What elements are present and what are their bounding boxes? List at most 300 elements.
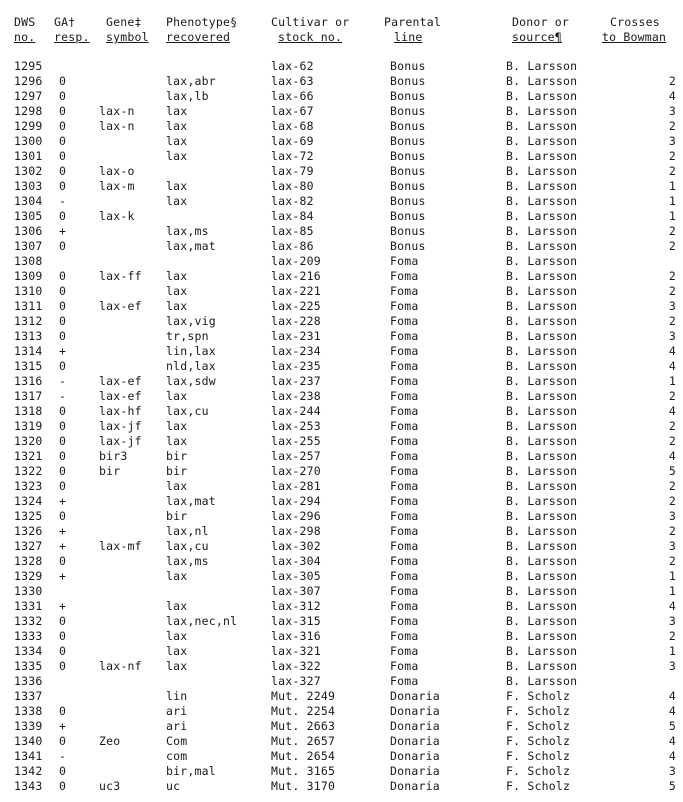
cultivar-cell: lax-307 bbox=[271, 584, 321, 599]
crosses-cell: 4 bbox=[668, 734, 676, 749]
phenotype-cell: lax,vig bbox=[166, 314, 216, 329]
dws-cell: 1308 bbox=[14, 254, 43, 269]
crosses-cell: 2 bbox=[668, 419, 676, 434]
ga-response-cell: 0 bbox=[59, 329, 67, 344]
phenotype-cell: bir bbox=[166, 509, 188, 524]
donor-cell: B. Larsson bbox=[506, 89, 578, 104]
donor-cell: F. Scholz bbox=[506, 704, 571, 719]
donor-cell: B. Larsson bbox=[506, 494, 578, 509]
cultivar-cell: lax-69 bbox=[271, 134, 314, 149]
crosses-cell: 3 bbox=[668, 614, 676, 629]
ga-response-cell: 0 bbox=[59, 314, 67, 329]
phenotype-cell: lax bbox=[166, 479, 188, 494]
ga-response-cell: 0 bbox=[59, 779, 67, 794]
header-ga: GA† bbox=[54, 15, 76, 29]
phenotype-cell: lax,abr bbox=[166, 74, 216, 88]
ga-response-cell: 0 bbox=[59, 479, 67, 494]
dws-cell: 1339 bbox=[14, 719, 43, 734]
parental-line-cell: Foma bbox=[390, 509, 419, 524]
ga-response-cell: 0 bbox=[59, 644, 67, 659]
phenotype-cell: lax bbox=[166, 644, 188, 659]
phenotype-cell: lax bbox=[166, 419, 188, 434]
parental-line-cell: Foma bbox=[390, 359, 419, 374]
crosses-cell: 2 bbox=[668, 434, 676, 449]
ga-response-cell: 0 bbox=[59, 434, 67, 449]
parental-line-cell: Foma bbox=[390, 329, 419, 344]
cultivar-cell: lax-304 bbox=[271, 554, 321, 569]
dws-cell: 1324 bbox=[14, 494, 43, 509]
donor-cell: B. Larsson bbox=[506, 119, 578, 134]
dws-cell: 1307 bbox=[14, 239, 43, 254]
crosses-cell: 3 bbox=[668, 764, 676, 779]
dws-cell: 1338 bbox=[14, 704, 43, 719]
phenotype-cell: lax,ms bbox=[166, 554, 209, 569]
dws-cell: 1326 bbox=[14, 524, 43, 539]
crosses-cell: 4 bbox=[668, 89, 676, 104]
cultivar-cell: Mut. 2654 bbox=[271, 749, 336, 764]
cultivar-cell: lax-294 bbox=[271, 494, 321, 509]
parental-line-cell: Donaria bbox=[390, 764, 440, 779]
cultivar-cell: lax-302 bbox=[271, 539, 321, 554]
parental-line-cell: Foma bbox=[390, 389, 419, 404]
phenotype-cell: lax bbox=[166, 389, 188, 404]
header-donor-2: source¶ bbox=[512, 30, 562, 44]
crosses-cell: 2 bbox=[668, 284, 676, 299]
parental-line-cell: Bonus bbox=[390, 194, 426, 209]
ga-response-cell: + bbox=[59, 719, 67, 734]
dws-cell: 1305 bbox=[14, 209, 43, 224]
crosses-cell: 1 bbox=[668, 209, 676, 224]
cultivar-cell: lax-68 bbox=[271, 119, 314, 134]
donor-cell: B. Larsson bbox=[506, 539, 578, 554]
crosses-cell: 4 bbox=[668, 449, 676, 464]
cultivar-cell: lax-322 bbox=[271, 659, 321, 674]
parental-line-cell: Foma bbox=[390, 299, 419, 314]
cultivar-cell: lax-312 bbox=[271, 599, 321, 614]
header-parental-2: line bbox=[394, 30, 423, 44]
phenotype-cell: lax,nl bbox=[166, 524, 209, 539]
parental-line-cell: Foma bbox=[390, 374, 419, 389]
crosses-cell: 2 bbox=[668, 554, 676, 569]
parental-line-cell: Foma bbox=[390, 554, 419, 569]
cultivar-cell: lax-257 bbox=[271, 449, 321, 464]
ga-response-cell: 0 bbox=[59, 614, 67, 629]
donor-cell: B. Larsson bbox=[506, 419, 578, 434]
parental-line-cell: Bonus bbox=[390, 164, 426, 179]
donor-cell: B. Larsson bbox=[506, 434, 578, 449]
crosses-cell: 4 bbox=[668, 404, 676, 419]
parental-line-cell: Foma bbox=[390, 344, 419, 359]
gene-symbol-cell: lax-ef bbox=[99, 374, 142, 389]
dws-cell: 1319 bbox=[14, 419, 43, 434]
ga-response-cell: 0 bbox=[59, 134, 67, 149]
ga-response-cell: + bbox=[59, 524, 67, 539]
crosses-cell: 4 bbox=[668, 359, 676, 374]
gene-symbol-cell: lax-o bbox=[99, 164, 135, 179]
crosses-cell: 2 bbox=[668, 389, 676, 404]
crosses-cell: 5 bbox=[668, 464, 676, 479]
phenotype-cell: lax bbox=[166, 659, 188, 674]
crosses-cell: 3 bbox=[668, 104, 676, 119]
gene-symbol-cell: lax-jf bbox=[99, 419, 142, 434]
crosses-cell: 2 bbox=[668, 239, 676, 254]
donor-cell: B. Larsson bbox=[506, 509, 578, 524]
header-phenotype-2: recovered bbox=[166, 30, 231, 44]
gene-symbol-cell: Zeo bbox=[99, 734, 121, 749]
phenotype-cell: lax bbox=[166, 299, 188, 314]
parental-line-cell: Foma bbox=[390, 674, 419, 689]
parental-line-cell: Bonus bbox=[390, 224, 426, 239]
parental-line-cell: Bonus bbox=[390, 149, 426, 164]
phenotype-cell: ari bbox=[166, 719, 188, 734]
ga-response-cell: 0 bbox=[59, 119, 67, 134]
dws-cell: 1320 bbox=[14, 434, 43, 449]
header-cultivar: Cultivar or bbox=[271, 15, 350, 29]
gene-symbol-cell: bir3 bbox=[99, 449, 128, 464]
parental-line-cell: Bonus bbox=[390, 209, 426, 224]
dws-cell: 1340 bbox=[14, 734, 43, 749]
gene-symbol-cell: lax-n bbox=[99, 104, 135, 119]
donor-cell: B. Larsson bbox=[506, 359, 578, 374]
dws-cell: 1337 bbox=[14, 689, 43, 704]
crosses-cell: 3 bbox=[668, 329, 676, 344]
gene-symbol-cell: lax-ff bbox=[99, 269, 142, 284]
donor-cell: B. Larsson bbox=[506, 209, 578, 224]
dws-cell: 1315 bbox=[14, 359, 43, 374]
dws-cell: 1316 bbox=[14, 374, 43, 389]
ga-response-cell: 0 bbox=[59, 74, 67, 88]
donor-cell: B. Larsson bbox=[506, 134, 578, 149]
phenotype-cell: lax bbox=[166, 194, 188, 209]
crosses-cell: 4 bbox=[668, 599, 676, 614]
donor-cell: B. Larsson bbox=[506, 344, 578, 359]
header-cultivar-2: stock no. bbox=[278, 30, 343, 44]
cultivar-cell: lax-327 bbox=[271, 674, 321, 689]
ga-response-cell: 0 bbox=[59, 299, 67, 314]
ga-response-cell: 0 bbox=[59, 449, 67, 464]
ga-response-cell: - bbox=[59, 749, 67, 764]
donor-cell: F. Scholz bbox=[506, 749, 571, 764]
donor-cell: B. Larsson bbox=[506, 59, 578, 73]
cultivar-cell: lax-255 bbox=[271, 434, 321, 449]
parental-line-cell: Bonus bbox=[390, 119, 426, 134]
dws-cell: 1328 bbox=[14, 554, 43, 569]
phenotype-cell: lax bbox=[166, 134, 188, 149]
ga-response-cell: 0 bbox=[59, 359, 67, 374]
dws-cell: 1333 bbox=[14, 629, 43, 644]
dws-cell: 1343 bbox=[14, 779, 43, 794]
dws-cell: 1318 bbox=[14, 404, 43, 419]
phenotype-cell: lax,nec,nl bbox=[166, 614, 238, 629]
crosses-cell: 4 bbox=[668, 749, 676, 764]
dws-cell: 1335 bbox=[14, 659, 43, 674]
crosses-cell: 2 bbox=[668, 224, 676, 239]
crosses-cell: 4 bbox=[668, 344, 676, 359]
phenotype-cell: ari bbox=[166, 704, 188, 719]
gene-symbol-cell: lax-nf bbox=[99, 659, 142, 674]
parental-line-cell: Foma bbox=[390, 644, 419, 659]
dws-cell: 1336 bbox=[14, 674, 43, 689]
crosses-cell: 4 bbox=[668, 689, 676, 704]
phenotype-cell: lax bbox=[166, 434, 188, 449]
dws-cell: 1298 bbox=[14, 104, 43, 119]
cultivar-cell: lax-281 bbox=[271, 479, 321, 494]
dws-cell: 1310 bbox=[14, 284, 43, 299]
parental-line-cell: Foma bbox=[390, 314, 419, 329]
parental-line-cell: Foma bbox=[390, 539, 419, 554]
cultivar-cell: lax-296 bbox=[271, 509, 321, 524]
parental-line-cell: Foma bbox=[390, 284, 419, 299]
crosses-cell: 2 bbox=[668, 314, 676, 329]
dws-cell: 1314 bbox=[14, 344, 43, 359]
parental-line-cell: Foma bbox=[390, 404, 419, 419]
dws-cell: 1321 bbox=[14, 449, 43, 464]
header-phenotype: Phenotype§ bbox=[166, 15, 238, 29]
cultivar-cell: lax-315 bbox=[271, 614, 321, 629]
parental-line-cell: Donaria bbox=[390, 719, 440, 734]
header-gene: Gene‡ bbox=[106, 15, 142, 29]
ga-response-cell: 0 bbox=[59, 764, 67, 779]
ga-response-cell: 0 bbox=[59, 704, 67, 719]
gene-symbol-cell: lax-ef bbox=[99, 299, 142, 314]
ga-response-cell: 0 bbox=[59, 269, 67, 284]
cultivar-cell: lax-63 bbox=[271, 74, 314, 88]
ga-response-cell: 0 bbox=[59, 164, 67, 179]
crosses-cell: 1 bbox=[668, 569, 676, 584]
crosses-cell: 2 bbox=[668, 524, 676, 539]
ga-response-cell: 0 bbox=[59, 554, 67, 569]
donor-cell: B. Larsson bbox=[506, 659, 578, 674]
cultivar-cell: lax-237 bbox=[271, 374, 321, 389]
crosses-cell: 3 bbox=[668, 659, 676, 674]
parental-line-cell: Foma bbox=[390, 599, 419, 614]
donor-cell: B. Larsson bbox=[506, 104, 578, 119]
ga-response-cell: + bbox=[59, 224, 67, 239]
gene-symbol-cell: lax-n bbox=[99, 119, 135, 134]
phenotype-cell: uc bbox=[166, 779, 181, 794]
cultivar-cell: lax-228 bbox=[271, 314, 321, 329]
dws-cell: 1312 bbox=[14, 314, 43, 329]
gene-symbol-cell: lax-mf bbox=[99, 539, 142, 554]
crosses-cell: 1 bbox=[668, 179, 676, 194]
header-crosses: Crosses bbox=[610, 15, 660, 29]
gene-symbol-cell: uc3 bbox=[99, 779, 121, 794]
phenotype-cell: lax bbox=[166, 119, 188, 134]
donor-cell: B. Larsson bbox=[506, 374, 578, 389]
cultivar-cell: Mut. 2657 bbox=[271, 734, 336, 749]
parental-line-cell: Foma bbox=[390, 569, 419, 584]
donor-cell: B. Larsson bbox=[506, 74, 578, 88]
parental-line-cell: Bonus bbox=[390, 89, 426, 104]
crosses-cell: 4 bbox=[668, 704, 676, 719]
crosses-cell: 2 bbox=[668, 74, 676, 88]
phenotype-cell: lax,cu bbox=[166, 539, 209, 554]
phenotype-cell: Com bbox=[166, 734, 188, 749]
phenotype-cell: nld,lax bbox=[166, 359, 216, 374]
phenotype-cell: lax,mat bbox=[166, 494, 216, 509]
dws-cell: 1327 bbox=[14, 539, 43, 554]
phenotype-cell: lax bbox=[166, 629, 188, 644]
donor-cell: B. Larsson bbox=[506, 194, 578, 209]
header-dws-2: no. bbox=[14, 30, 36, 44]
cultivar-cell: Mut. 2663 bbox=[271, 719, 336, 734]
donor-cell: B. Larsson bbox=[506, 179, 578, 194]
donor-cell: B. Larsson bbox=[506, 674, 578, 689]
phenotype-cell: lin bbox=[166, 689, 188, 704]
dws-cell: 1299 bbox=[14, 119, 43, 134]
ga-response-cell: 0 bbox=[59, 509, 67, 524]
phenotype-cell: lax,sdw bbox=[166, 374, 216, 389]
phenotype-cell: bir bbox=[166, 449, 188, 464]
phenotype-cell: lax bbox=[166, 599, 188, 614]
phenotype-cell: lax,lb bbox=[166, 89, 209, 104]
ga-response-cell: 0 bbox=[59, 179, 67, 194]
donor-cell: B. Larsson bbox=[506, 269, 578, 284]
donor-cell: B. Larsson bbox=[506, 614, 578, 629]
phenotype-cell: lax bbox=[166, 284, 188, 299]
cultivar-cell: lax-82 bbox=[271, 194, 314, 209]
crosses-cell: 5 bbox=[668, 779, 676, 794]
dws-cell: 1332 bbox=[14, 614, 43, 629]
ga-response-cell: 0 bbox=[59, 404, 67, 419]
dws-cell: 1303 bbox=[14, 179, 43, 194]
phenotype-cell: lax,ms bbox=[166, 224, 209, 239]
ga-response-cell: - bbox=[59, 374, 67, 389]
cultivar-cell: lax-84 bbox=[271, 209, 314, 224]
donor-cell: F. Scholz bbox=[506, 734, 571, 749]
cultivar-cell: lax-305 bbox=[271, 569, 321, 584]
ga-response-cell: + bbox=[59, 344, 67, 359]
donor-cell: B. Larsson bbox=[506, 164, 578, 179]
dws-cell: 1306 bbox=[14, 224, 43, 239]
phenotype-cell: lax,mat bbox=[166, 239, 216, 254]
cultivar-cell: lax-316 bbox=[271, 629, 321, 644]
dws-cell: 1330 bbox=[14, 584, 43, 599]
cultivar-cell: lax-235 bbox=[271, 359, 321, 374]
header-gene-2: symbol bbox=[106, 30, 149, 44]
donor-cell: B. Larsson bbox=[506, 644, 578, 659]
crosses-cell: 1 bbox=[668, 644, 676, 659]
parental-line-cell: Foma bbox=[390, 524, 419, 539]
donor-cell: B. Larsson bbox=[506, 224, 578, 239]
ga-response-cell: 0 bbox=[59, 284, 67, 299]
header-dws: DWS bbox=[14, 15, 36, 29]
donor-cell: B. Larsson bbox=[506, 584, 578, 599]
cultivar-cell: lax-80 bbox=[271, 179, 314, 194]
ga-response-cell: 0 bbox=[59, 239, 67, 254]
cultivar-cell: lax-244 bbox=[271, 404, 321, 419]
dws-cell: 1301 bbox=[14, 149, 43, 164]
parental-line-cell: Bonus bbox=[390, 74, 426, 88]
dws-cell: 1313 bbox=[14, 329, 43, 344]
donor-cell: B. Larsson bbox=[506, 569, 578, 584]
parental-line-cell: Bonus bbox=[390, 134, 426, 149]
gene-symbol-cell: bir bbox=[99, 464, 121, 479]
donor-cell: B. Larsson bbox=[506, 329, 578, 344]
gene-symbol-cell: lax-jf bbox=[99, 434, 142, 449]
donor-cell: B. Larsson bbox=[506, 284, 578, 299]
cultivar-cell: lax-321 bbox=[271, 644, 321, 659]
ga-response-cell: - bbox=[59, 194, 67, 209]
ga-response-cell: 0 bbox=[59, 464, 67, 479]
ga-response-cell: + bbox=[59, 494, 67, 509]
dws-cell: 1325 bbox=[14, 509, 43, 524]
crosses-cell: 3 bbox=[668, 134, 676, 149]
dws-cell: 1304 bbox=[14, 194, 43, 209]
parental-line-cell: Foma bbox=[390, 494, 419, 509]
ga-response-cell: + bbox=[59, 599, 67, 614]
donor-cell: B. Larsson bbox=[506, 299, 578, 314]
cultivar-cell: lax-231 bbox=[271, 329, 321, 344]
donor-cell: B. Larsson bbox=[506, 554, 578, 569]
donor-cell: B. Larsson bbox=[506, 599, 578, 614]
cultivar-cell: lax-209 bbox=[271, 254, 321, 269]
gene-symbol-cell: lax-m bbox=[99, 179, 135, 194]
parental-line-cell: Foma bbox=[390, 659, 419, 674]
dws-cell: 1322 bbox=[14, 464, 43, 479]
cultivar-cell: Mut. 2249 bbox=[271, 689, 336, 704]
phenotype-cell: lax bbox=[166, 569, 188, 584]
ga-response-cell: 0 bbox=[59, 659, 67, 674]
phenotype-cell: lax bbox=[166, 269, 188, 284]
parental-line-cell: Foma bbox=[390, 464, 419, 479]
ga-response-cell: 0 bbox=[59, 419, 67, 434]
cultivar-cell: lax-298 bbox=[271, 524, 321, 539]
gene-symbol-cell: lax-k bbox=[99, 209, 135, 224]
dws-cell: 1329 bbox=[14, 569, 43, 584]
ga-response-cell: 0 bbox=[59, 734, 67, 749]
phenotype-cell: lax bbox=[166, 104, 188, 119]
crosses-cell: 2 bbox=[668, 119, 676, 134]
donor-cell: B. Larsson bbox=[506, 479, 578, 494]
donor-cell: B. Larsson bbox=[506, 629, 578, 644]
ga-response-cell: + bbox=[59, 569, 67, 584]
donor-cell: B. Larsson bbox=[506, 464, 578, 479]
phenotype-cell: bir bbox=[166, 464, 188, 479]
phenotype-cell: bir,mal bbox=[166, 764, 216, 779]
crosses-cell: 2 bbox=[668, 479, 676, 494]
parental-line-cell: Foma bbox=[390, 584, 419, 599]
parental-line-cell: Donaria bbox=[390, 704, 440, 719]
dws-cell: 1331 bbox=[14, 599, 43, 614]
parental-line-cell: Foma bbox=[390, 419, 419, 434]
donor-cell: B. Larsson bbox=[506, 239, 578, 254]
ga-response-cell: 0 bbox=[59, 209, 67, 224]
donor-cell: F. Scholz bbox=[506, 719, 571, 734]
crosses-cell: 2 bbox=[668, 269, 676, 284]
donor-cell: B. Larsson bbox=[506, 254, 578, 269]
gene-symbol-cell: lax-ef bbox=[99, 389, 142, 404]
cultivar-cell: lax-216 bbox=[271, 269, 321, 284]
parental-line-cell: Foma bbox=[390, 434, 419, 449]
ga-response-cell: + bbox=[59, 539, 67, 554]
crosses-cell: 2 bbox=[668, 494, 676, 509]
cultivar-cell: lax-221 bbox=[271, 284, 321, 299]
donor-cell: B. Larsson bbox=[506, 404, 578, 419]
crosses-cell: 1 bbox=[668, 374, 676, 389]
phenotype-cell: lax bbox=[166, 149, 188, 164]
dws-cell: 1317 bbox=[14, 389, 43, 404]
phenotype-cell: tr,spn bbox=[166, 329, 209, 344]
dws-cell: 1295 bbox=[14, 59, 43, 73]
ga-response-cell: - bbox=[59, 389, 67, 404]
donor-cell: B. Larsson bbox=[506, 449, 578, 464]
header-parental: Parental bbox=[384, 15, 441, 29]
dws-cell: 1296 bbox=[14, 74, 43, 88]
crosses-cell: 2 bbox=[668, 629, 676, 644]
crosses-cell: 2 bbox=[668, 149, 676, 164]
dws-cell: 1341 bbox=[14, 749, 43, 764]
